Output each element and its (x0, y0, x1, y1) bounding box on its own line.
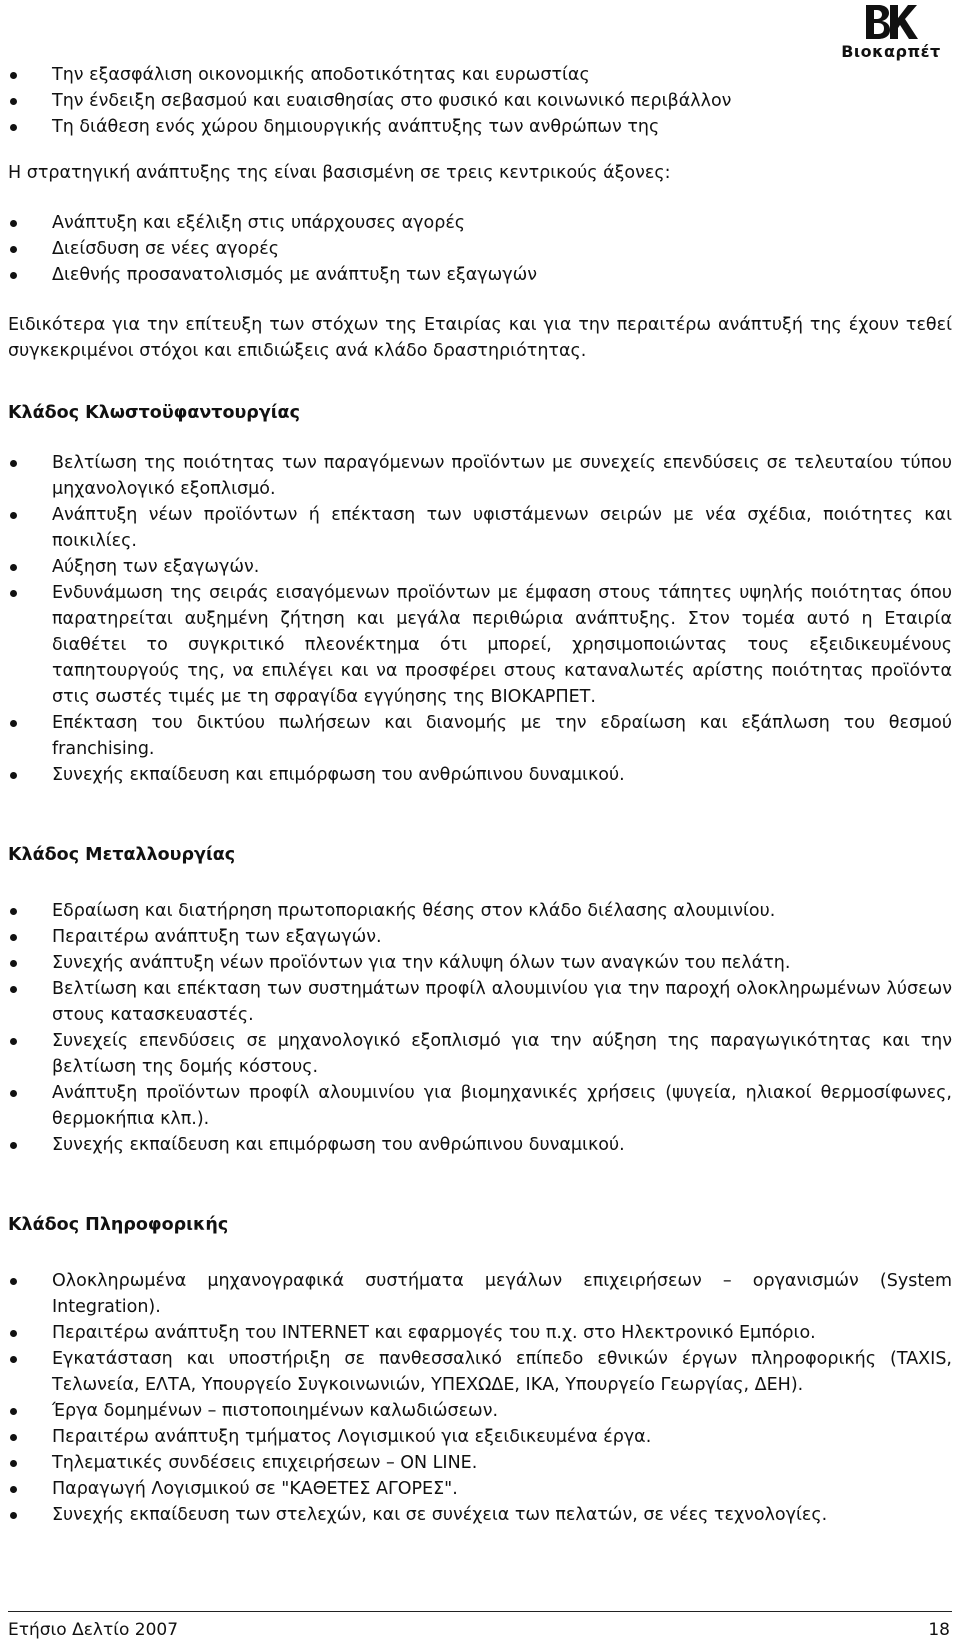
list-item: Έργα δομημένων – πιστοποιημένων καλωδιώσεων. (8, 1398, 952, 1424)
list-item: Περαιτέρω ανάπτυξη του INTERNET και εφαρμογές του π.χ. στο Ηλεκτρονικό Εμπόριο. (8, 1320, 952, 1346)
list-item: Διείσδυση σε νέες αγορές (8, 236, 952, 262)
list-item: Την εξασφάλιση οικονομικής αποδοτικότητας και ευρωστίας (8, 62, 952, 88)
document-body (8, 62, 952, 1528)
footer-report-title: Ετήσιο Δελτίο 2007 (8, 1620, 179, 1640)
section-title-metallurgy: Κλάδος Μεταλλουργίας (8, 845, 236, 865)
bk-monogram-logo-icon (824, 2, 954, 42)
list-item: Τη διάθεση ενός χώρου δημιουργικής ανάπτυξης των ανθρώπων της (8, 114, 952, 140)
list-item: Συνεχής εκπαίδευση και επιμόρφωση του ανθρώπινου δυναμικού. (8, 1132, 952, 1158)
list-item: Βελτίωση και επέκταση των συστημάτων προφίλ αλουμινίου για την παροχή ολοκληρωμένων λύσεων στους κατασκευαστές. (8, 976, 952, 1028)
list-item: Εγκατάσταση και υποστήριξη σε πανθεσσαλικό επίπεδο εθνικών έργων πληροφορικής (TAXIS, Τελωνεία, ΕΛΤΑ, Υπουργείο Συγκοινωνιών, ΥΠΕΧΩΔΕ, ΙΚΑ, Υπουργείο Γεωργίας, ΔΕΗ). (8, 1346, 952, 1398)
informatics-list (8, 1268, 952, 1528)
list-item: Συνεχής ανάπτυξη νέων προϊόντων για την κάλυψη όλων των αναγκών του πελάτη. (8, 950, 952, 976)
list-item: Περαιτέρω ανάπτυξη τμήματος Λογισμικού για εξειδικευμένα έργα. (8, 1424, 952, 1450)
list-item: Ανάπτυξη νέων προϊόντων ή επέκταση των υφιστάμενων σειρών με νέα σχέδια, ποιότητες και ποικιλίες. (8, 502, 952, 554)
strategy-paragraph: Η στρατηγική ανάπτυξης της είναι βασισμένη σε τρεις κεντρικούς άξονες: (8, 163, 671, 183)
list-item: Περαιτέρω ανάπτυξη των εξαγωγών. (8, 924, 952, 950)
page-number: 18 (928, 1620, 950, 1640)
list-item: Την ένδειξη σεβασμού και ευαισθησίας στο φυσικό και κοινωνικό περιβάλλον (8, 88, 952, 114)
list-item: Αύξηση των εξαγωγών. (8, 554, 952, 580)
list-item: Τηλεματικές συνδέσεις επιχειρήσεων – ON LINE. (8, 1450, 952, 1476)
list-item: Επέκταση του δικτύου πωλήσεων και διανομής με την εδραίωση και εξάπλωση του θεσμού franchising. (8, 710, 952, 762)
list-item: Συνεχής εκπαίδευση και επιμόρφωση του ανθρώπινου δυναμικού. (8, 762, 952, 788)
company-logo (824, 2, 954, 60)
goals-paragraph: Ειδικότερα για την επίτευξη των στόχων της Εταιρίας και για την περαιτέρω ανάπτυξή της έχουν τεθεί συγκεκριμένοι στόχοι και επιδιώξεις ανά κλάδο δραστηριότητας. (8, 315, 952, 361)
list-item: Ολοκληρωμένα μηχανογραφικά συστήματα μεγάλων επιχειρήσεων – οργανισμών (System Integration). (8, 1268, 952, 1320)
metallurgy-list (8, 898, 952, 1158)
list-item: Παραγωγή Λογισμικού σε "ΚΑΘΕΤΕΣ ΑΓΟΡΕΣ". (8, 1476, 952, 1502)
list-item: Βελτίωση της ποιότητας των παραγόμενων προϊόντων με συνεχείς επενδύσεις σε τελευταίου τύπου μηχανολογικό εξοπλισμό. (8, 450, 952, 502)
logo-wordmark: Βιοκαρπέτ (841, 42, 941, 61)
list-item: Εδραίωση και διατήρηση πρωτοποριακής θέσης στον κλάδο διέλασης αλουμινίου. (8, 898, 952, 924)
list-item: Ανάπτυξη και εξέλιξη στις υπάρχουσες αγορές (8, 210, 952, 236)
intro-list (8, 62, 952, 140)
list-item: Ενδυνάμωση της σειράς εισαγόμενων προϊόντων με έμφαση στους τάπητες υψηλής ποιότητας όπου παρατηρείται αυξημένη ζήτηση και μεγάλα περιθώρια ανάπτυξης. Στον τομέα αυτό η Εταιρία διαθέτει το συγκριτικό πλεονέκτημα ότι μπορεί, χρησιμοποιώντας τους εξειδικευμένους ταπητουργούς της, να επιλέγει και να προσφέρει στους καταναλωτές αρίστης ποιότητας προϊόντα στις σωστές τιμές με τη σφραγίδα εγγύησης της ΒΙΟΚΑΡΠΕΤ. (8, 580, 952, 710)
section-title-textiles: Κλάδος Κλωστοϋφαντουργίας (8, 403, 300, 423)
section-title-informatics: Κλάδος Πληροφορικής (8, 1215, 229, 1235)
list-item: Συνεχείς επενδύσεις σε μηχανολογικό εξοπλισμό για την αύξηση της παραγωγικότητας και την βελτίωση της δομής κόστους. (8, 1028, 952, 1080)
axes-list (8, 210, 952, 288)
textiles-list (8, 450, 952, 788)
list-item: Ανάπτυξη προϊόντων προφίλ αλουμινίου για βιομηχανικές χρήσεις (ψυγεία, ηλιακοί θερμοσίφωνες, θερμοκήπια κλπ.). (8, 1080, 952, 1132)
footer-divider (8, 1611, 952, 1612)
list-item: Συνεχής εκπαίδευση των στελεχών, και σε συνέχεια των πελατών, σε νέες τεχνολογίες. (8, 1502, 952, 1528)
list-item: Διεθνής προσανατολισμός με ανάπτυξη των εξαγωγών (8, 262, 952, 288)
